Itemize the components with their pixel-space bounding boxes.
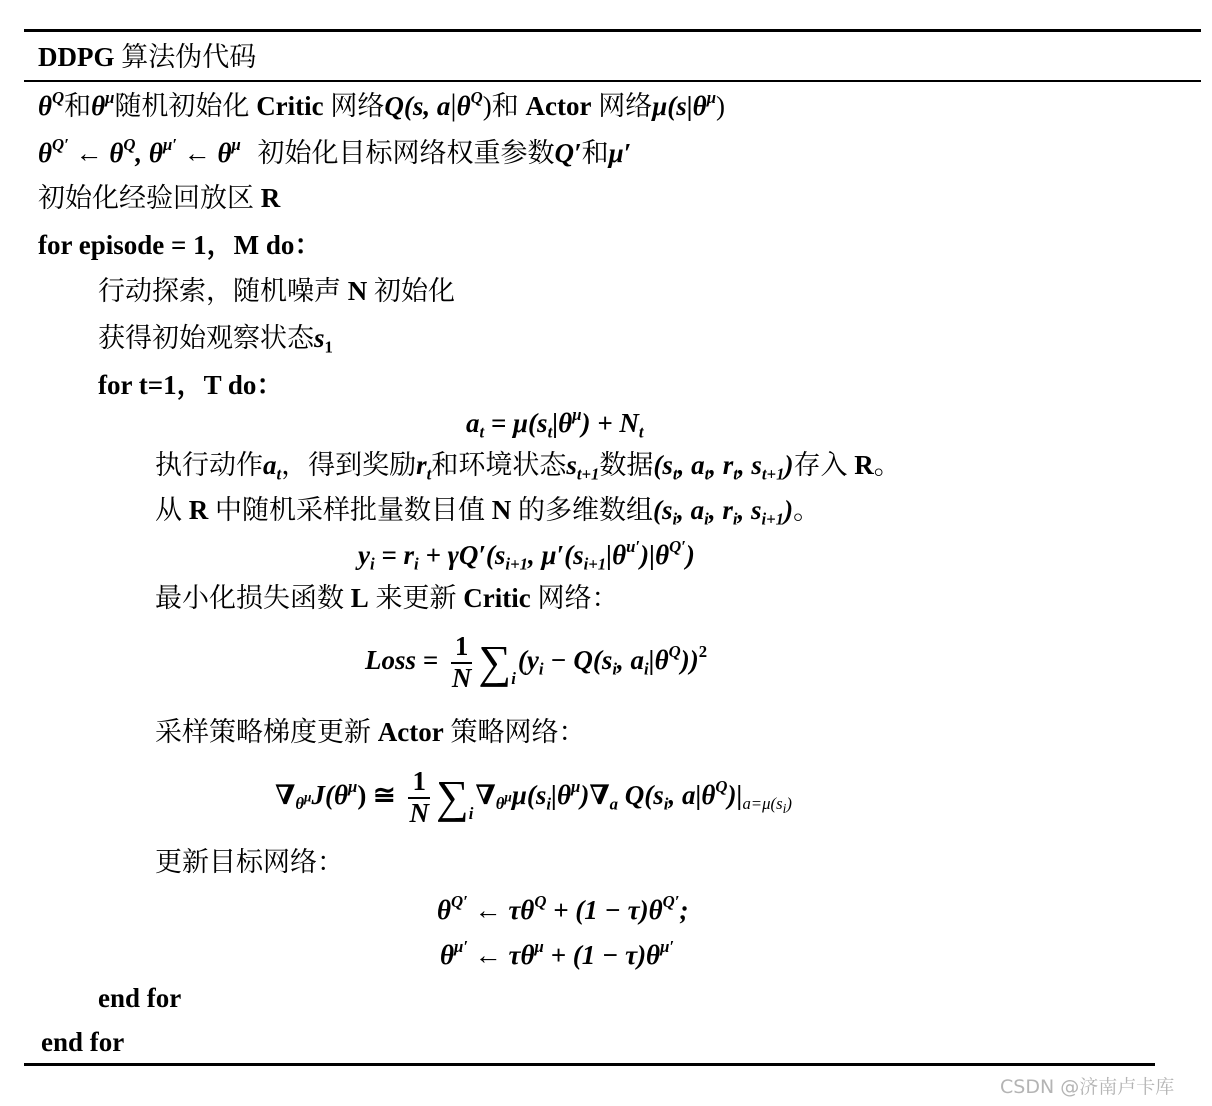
line-sample-batch xyxy=(155,494,821,529)
keyword-critic: Critic xyxy=(463,583,531,613)
line-execute-step xyxy=(155,449,901,484)
math-symbol: − Q(s xyxy=(543,645,613,675)
approx-symbol: ) ≅ xyxy=(357,780,403,810)
math-symbol: )∇ xyxy=(580,780,610,810)
keyword-critic: Critic xyxy=(256,91,324,121)
superscript: Q′ xyxy=(52,134,69,154)
superscript: Q xyxy=(470,87,483,107)
superscript: μ xyxy=(572,404,582,424)
subscript-symbol: ) xyxy=(786,794,792,814)
title-ddpg: DDPG xyxy=(38,42,115,72)
text-segment: 数据 xyxy=(599,450,654,480)
subscript: i xyxy=(369,554,375,574)
superscript: μ xyxy=(706,87,716,107)
math-symbol: y xyxy=(358,540,370,570)
line-end-inner-loop: end for xyxy=(98,983,182,1013)
math-symbol: , a xyxy=(677,450,705,480)
keyword-actor: Actor xyxy=(525,91,592,121)
superscript: Q xyxy=(534,891,547,911)
subscript: i xyxy=(414,554,419,574)
subscript-symbol: θ xyxy=(295,794,305,814)
math-symbol: |θ xyxy=(552,408,573,438)
superscript: μ xyxy=(105,87,115,107)
sum-sign: ∑ xyxy=(435,771,469,822)
text-segment: 和环境状态 xyxy=(431,450,567,480)
text-segment: 和 xyxy=(64,91,92,121)
math-symbol: (s xyxy=(653,450,673,480)
subscript xyxy=(742,794,792,817)
subscript: i+1 xyxy=(583,554,607,574)
math-symbol: )|θ xyxy=(640,540,670,570)
line-target-equation xyxy=(358,536,695,574)
watermark: CSDN @济南卢卡库 xyxy=(1000,1076,1175,1098)
text-segment: 存入 xyxy=(793,450,855,480)
top-rule xyxy=(24,29,1201,32)
algorithm-title xyxy=(38,41,256,73)
math-symbol: N xyxy=(347,276,368,306)
math-symbol: θ xyxy=(38,138,53,168)
math-symbol: , r xyxy=(708,495,733,525)
fraction-denominator: N xyxy=(409,797,429,828)
subscript: t xyxy=(547,422,553,442)
loss-label: Loss = xyxy=(365,645,445,675)
math-symbol: Q(s xyxy=(618,780,664,810)
math-symbol: N xyxy=(491,495,512,525)
superscript: Q xyxy=(52,87,65,107)
subscript: t xyxy=(733,464,738,484)
math-symbol: θ xyxy=(437,895,452,925)
math-symbol: (y xyxy=(517,645,539,675)
fraction xyxy=(448,632,476,693)
text-segment: 的多维数组 xyxy=(511,495,653,525)
text-segment: 初始化目标网络权重参数 xyxy=(250,138,555,168)
nested-subscript: i xyxy=(782,801,787,817)
math-symbol: , a xyxy=(617,645,645,675)
math-symbol: = μ(s xyxy=(484,408,548,438)
math-symbol: ← τθ xyxy=(468,940,535,970)
math-paren: ) xyxy=(482,91,492,121)
math-symbol: Q(s, a xyxy=(384,91,451,121)
nabla-symbol: ∇ xyxy=(475,780,496,810)
math-symbol: θ xyxy=(91,91,106,121)
line-init-networks xyxy=(38,89,725,122)
superscript: μ xyxy=(348,776,358,796)
subscript: i+1 xyxy=(505,554,528,574)
math-symbol: |θ xyxy=(648,645,669,675)
subscript: t xyxy=(704,464,710,484)
math-symbol: θ xyxy=(38,91,53,121)
subscript: t xyxy=(638,422,644,442)
math-symbol: , a xyxy=(677,495,705,525)
superscript: Q xyxy=(668,641,681,661)
superscript: Q′ xyxy=(669,536,686,556)
math-symbol: , μ′(s xyxy=(527,540,584,570)
title-text: 算法伪代码 xyxy=(114,42,257,72)
subscript: t xyxy=(426,464,432,484)
sum-index: i xyxy=(468,804,474,824)
superscript: Q′ xyxy=(451,891,468,911)
math-symbol: ) xyxy=(784,450,794,480)
nested-superscript: μ xyxy=(504,789,512,805)
superscript: μ′ xyxy=(454,936,469,956)
text-segment: 。 xyxy=(793,495,821,525)
math-symbol: Q′ xyxy=(554,138,582,168)
math-symbol: (s xyxy=(653,495,673,525)
subscript: i xyxy=(672,509,678,529)
math-symbol: = r xyxy=(374,540,415,570)
fraction-numerator: 1 xyxy=(408,767,430,799)
text-segment: 网络 xyxy=(323,91,385,121)
superscript: μ xyxy=(231,134,241,154)
line-step-loop: for t=1，T do： xyxy=(98,370,284,400)
math-symbol: r xyxy=(416,450,427,480)
math-symbol: μ′ xyxy=(608,138,632,168)
line-critic-update xyxy=(155,582,618,614)
math-symbol: ) xyxy=(784,495,794,525)
math-symbol: R xyxy=(854,450,874,480)
math-symbol: s xyxy=(566,450,577,480)
arrow: ← xyxy=(68,138,110,168)
bottom-rule xyxy=(24,1063,1155,1066)
text-segment: 来更新 xyxy=(368,583,464,613)
subscript: a xyxy=(609,794,619,814)
text-segment: 随机初始化 xyxy=(114,91,257,121)
superscript: μ′ xyxy=(660,936,675,956)
math-symbol: θ xyxy=(217,138,232,168)
superscript: 2 xyxy=(698,641,708,661)
sum-index: i xyxy=(511,669,516,689)
math-symbol: R xyxy=(188,495,209,525)
math-symbol: , r xyxy=(709,450,734,480)
text-segment: 网络： xyxy=(530,583,619,613)
subscript xyxy=(295,789,312,814)
nabla-symbol: ∇ xyxy=(275,780,296,810)
math-symbol: s xyxy=(314,323,325,353)
superscript: μ xyxy=(571,776,581,796)
line-loss-equation xyxy=(365,625,707,695)
line-gradient-equation xyxy=(275,760,792,830)
subscript: i xyxy=(644,659,649,679)
subscript: i xyxy=(612,659,618,679)
subscript: i xyxy=(732,509,738,529)
math-symbol: R xyxy=(260,183,281,213)
subscript xyxy=(495,789,512,814)
math-symbol: θ xyxy=(456,91,471,121)
fraction-numerator: 1 xyxy=(451,632,473,664)
math-symbol: + (1 − τ)θ xyxy=(546,895,663,925)
subscript-symbol: θ xyxy=(495,794,505,814)
text-segment: 。 xyxy=(873,450,901,480)
subscript: t+1 xyxy=(761,464,785,484)
math-symbol: , s xyxy=(737,495,762,525)
keyword-actor: Actor xyxy=(377,717,444,747)
text-segment: 采样策略梯度更新 xyxy=(155,717,378,747)
math-symbol: , s xyxy=(737,450,762,480)
math-paren: ) xyxy=(716,91,725,121)
math-symbol: θ xyxy=(109,138,124,168)
text-segment: 行动探索，随机噪声 xyxy=(98,276,348,306)
subscript: i+1 xyxy=(761,509,785,529)
superscript: u′ xyxy=(626,536,641,556)
superscript: Q xyxy=(715,776,728,796)
math-symbol: θ xyxy=(440,940,455,970)
fraction-denominator: N xyxy=(451,662,472,693)
math-symbol: |θ xyxy=(551,780,572,810)
text-segment: 初始化经验回放区 xyxy=(38,183,261,213)
math-bar: | xyxy=(450,87,457,122)
subscript: t xyxy=(276,464,282,484)
math-symbol: + (1 − τ)θ xyxy=(543,940,661,970)
math-symbol: + γQ′(s xyxy=(418,540,506,570)
text-segment: 初始化 xyxy=(367,276,455,306)
line-action-equation xyxy=(466,404,644,442)
text-segment: 执行动作 xyxy=(155,450,263,480)
subscript: i xyxy=(704,509,709,529)
line-target-update: 更新目标网络： xyxy=(155,847,344,877)
line-init-targets xyxy=(38,134,632,169)
math-symbol: L xyxy=(350,583,369,613)
math-symbol: , θ xyxy=(135,138,163,168)
line-init-buffer xyxy=(38,182,280,214)
text-segment: 获得初始观察状态 xyxy=(98,323,314,353)
math-symbol: a xyxy=(263,450,277,480)
math-symbol: μ(s xyxy=(511,780,547,810)
text-segment: 最小化损失函数 xyxy=(155,583,351,613)
sum-sign: ∑ xyxy=(478,636,512,687)
math-symbol: ; xyxy=(679,895,689,925)
math-symbol: J(θ xyxy=(311,780,348,810)
text-segment: 中随机采样批量数目值 xyxy=(208,495,492,525)
superscript: Q xyxy=(123,134,136,154)
math-symbol: )) xyxy=(680,645,699,675)
math-symbol: |θ xyxy=(606,540,627,570)
line-actor-update xyxy=(155,716,585,748)
header-rule xyxy=(24,80,1201,82)
superscript: μ xyxy=(534,936,544,956)
subscript: i xyxy=(538,659,544,679)
subscript: t xyxy=(479,422,485,442)
math-symbol: ) xyxy=(685,540,695,570)
text-segment: 和 xyxy=(491,91,526,121)
superscript: Q′ xyxy=(662,891,680,911)
subscript-symbol: a=μ(s xyxy=(742,794,783,814)
subscript: i xyxy=(663,794,669,814)
math-symbol: ← τθ xyxy=(467,895,535,925)
text-segment: 和 xyxy=(581,138,609,168)
text-segment: 网络 xyxy=(591,91,653,121)
math-symbol: ) + N xyxy=(581,408,639,438)
line-end-outer-loop: end for xyxy=(41,1027,125,1057)
subscript: i xyxy=(546,794,552,814)
line-target-q-update xyxy=(437,891,689,926)
fraction xyxy=(405,767,433,828)
text-segment: 策略网络： xyxy=(443,717,586,747)
superscript: μ′ xyxy=(162,134,177,154)
math-symbol: μ(s|θ xyxy=(652,91,707,121)
line-target-mu-update xyxy=(440,936,675,971)
text-segment: 从 xyxy=(155,495,189,525)
math-symbol: a xyxy=(466,408,480,438)
line-episode-loop: for episode = 1，M do： xyxy=(38,230,322,260)
subscript: t xyxy=(672,464,678,484)
arrow: ← xyxy=(176,138,218,168)
math-symbol: , a|θ xyxy=(668,780,716,810)
line-noise-init xyxy=(98,275,455,307)
subscript: 1 xyxy=(324,337,333,357)
subscript: t+1 xyxy=(576,464,600,484)
text-segment: ，得到奖励 xyxy=(281,450,417,480)
line-initial-state xyxy=(98,322,333,357)
nested-superscript: μ xyxy=(304,789,312,805)
math-symbol: )| xyxy=(727,780,743,810)
